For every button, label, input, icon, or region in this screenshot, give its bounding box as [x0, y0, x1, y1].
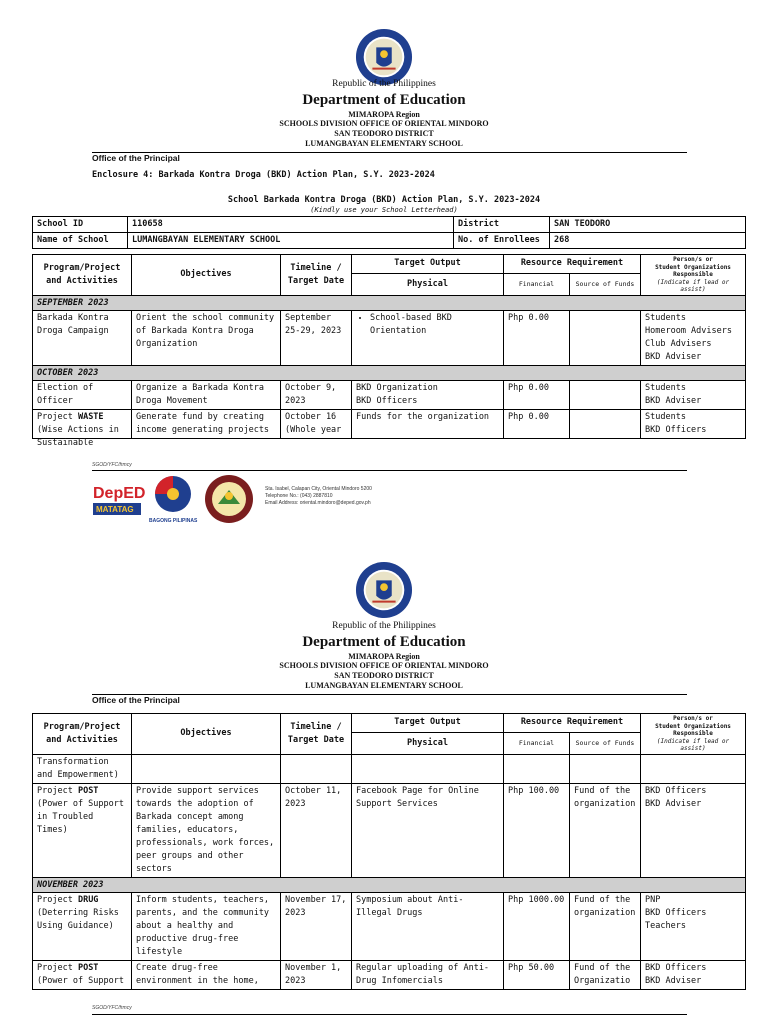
- republic-text: Republic of the Philippines: [332, 621, 436, 631]
- col-target-output: Target Output: [352, 255, 504, 274]
- col-timeline: Timeline / Target Date: [281, 714, 352, 755]
- person-item: Students: [645, 382, 686, 393]
- footer-code: SGOD/YFC/frmcy: [92, 1005, 132, 1011]
- division-text: SCHOOLS DIVISION OFFICE OF ORIENTAL MINDORO: [279, 119, 489, 128]
- col-objectives: Objectives: [132, 714, 281, 755]
- output-cell: Symposium about Anti-Illegal Drugs: [352, 892, 504, 960]
- school-text: LUMANGBAYAN ELEMENTARY SCHOOL: [305, 681, 463, 690]
- objective-cell: Orient the school community of Barkada Kontra Droga Organization: [132, 310, 281, 365]
- output-cell: [352, 754, 504, 783]
- table-row: [33, 960, 746, 989]
- table-row: [33, 783, 746, 877]
- program-name: POST: [77, 962, 99, 973]
- persons-cell: [641, 783, 746, 877]
- output-item: BKD Officers: [356, 395, 418, 406]
- table-row: [33, 409, 746, 438]
- footer-rule: [92, 1014, 687, 1015]
- plan-title: School Barkada Kontra Droga (BKD) Action Plan, S.Y. 2023-2024: [227, 195, 541, 205]
- program-name: WASTE: [77, 411, 104, 422]
- program-cell: [33, 892, 132, 960]
- school-name-value: LUMANGBAYAN ELEMENTARY SCHOOL: [128, 233, 454, 249]
- page-2: [0, 545, 768, 1024]
- person-item: Students: [645, 312, 686, 323]
- person-item: BKD Adviser: [645, 975, 702, 986]
- persons-cell: [641, 960, 746, 989]
- office-label: Office of the Principal: [92, 153, 180, 163]
- col-person-line3: Responsible: [673, 271, 713, 278]
- republic-text: Republic of the Philippines: [332, 79, 436, 89]
- district-text: SAN TEODORO DISTRICT: [334, 671, 434, 680]
- person-item: Teachers: [645, 920, 686, 931]
- program-name: DRUG: [77, 894, 99, 905]
- col-program: Program/Project and Activities: [33, 255, 132, 296]
- month-november: NOVEMBER 2023: [33, 877, 746, 892]
- output-cell: [352, 380, 504, 409]
- division-seal-icon: [204, 474, 254, 524]
- timeline-cell: September 25-29, 2023: [281, 310, 352, 365]
- col-resource: Resource Requirement: [504, 255, 641, 274]
- objective-cell: Create drug-free environment in the home,: [132, 960, 281, 989]
- deped-wordmark: DepED: [93, 485, 146, 502]
- output-cell: Funds for the organization: [352, 409, 504, 438]
- program-desc: (Wise Actions in Sustainable: [37, 424, 119, 448]
- action-plan-table-continued: [32, 713, 746, 990]
- footer-logos: [92, 474, 692, 524]
- source-cell: Fund of the organization: [570, 783, 641, 877]
- program-prefix: Project: [37, 411, 78, 422]
- col-person-line4: (Indicate if lead or assist): [656, 278, 730, 293]
- school-info-table: [32, 216, 746, 249]
- persons-cell: [641, 380, 746, 409]
- month-september: SEPTEMBER 2023: [33, 295, 746, 310]
- program-cell: [33, 960, 132, 989]
- objective-cell: Provide support services towards the adoption of Barkada concept among families, educators, professionals, work forces, peer groups and other sectors: [132, 783, 281, 877]
- col-source: Source of Funds: [570, 732, 641, 754]
- source-cell: Fund of the Organizatio: [570, 960, 641, 989]
- timeline-cell: [281, 754, 352, 783]
- person-item: BKD Adviser: [645, 351, 702, 362]
- office-label: Office of the Principal: [92, 695, 180, 705]
- source-cell: [570, 310, 641, 365]
- program-desc: (Deterring Risks Using Guidance): [37, 907, 119, 931]
- col-person: [641, 255, 746, 296]
- program-desc: (Power of Support: [37, 975, 124, 986]
- program-cell: [33, 783, 132, 877]
- table-row: [33, 892, 746, 960]
- deped-seal-icon: [355, 28, 413, 86]
- objective-cell: [132, 754, 281, 783]
- enrollees-label: No. of Enrollees: [454, 233, 550, 249]
- deped-matatag-logo-icon: [92, 476, 146, 520]
- region-text: MIMAROPA Region: [348, 110, 420, 119]
- col-target-output: Target Output: [352, 714, 504, 733]
- financial-cell: Php 50.00: [504, 960, 570, 989]
- timeline-cell: October 16 (Whole year: [281, 409, 352, 438]
- district-value: SAN TEODORO: [550, 217, 746, 233]
- school-text: LUMANGBAYAN ELEMENTARY SCHOOL: [305, 139, 463, 148]
- col-person-line3: Responsible: [673, 730, 713, 737]
- email-line: Email Address: oriental.mindoro@deped.gov.ph: [265, 500, 371, 506]
- col-source: Source of Funds: [570, 273, 641, 295]
- person-item: BKD Adviser: [645, 395, 702, 406]
- persons-cell: [641, 310, 746, 365]
- financial-cell: Php 0.00: [504, 310, 570, 365]
- enrollees-value: 268: [550, 233, 746, 249]
- timeline-cell: November 17, 2023: [281, 892, 352, 960]
- header-rule: [92, 152, 687, 153]
- col-person: [641, 714, 746, 755]
- footer-rule: [92, 470, 687, 471]
- person-item: PNP: [645, 894, 661, 905]
- program-prefix: Project: [37, 894, 78, 905]
- col-objectives: Objectives: [132, 255, 281, 296]
- program-name: POST: [77, 785, 99, 796]
- financial-cell: Php 0.00: [504, 380, 570, 409]
- program-cell: Transformation and Empowerment): [33, 754, 132, 783]
- objective-cell: Organize a Barkada Kontra Droga Movement: [132, 380, 281, 409]
- action-plan-table: [32, 254, 746, 448]
- deped-seal-icon: [355, 561, 413, 619]
- col-person-line1: Person/s or: [673, 715, 713, 722]
- district-text: SAN TEODORO DISTRICT: [334, 129, 434, 138]
- col-physical: Physical: [352, 273, 504, 295]
- district-label: District: [454, 217, 550, 233]
- col-financial: Financial: [504, 273, 570, 295]
- source-cell: [570, 754, 641, 783]
- month-october: OCTOBER 2023: [33, 365, 746, 380]
- person-item: BKD Officers: [645, 424, 707, 435]
- output-item: • School-based BKD Orientation: [370, 312, 499, 338]
- department-title: Department of Education: [302, 92, 466, 108]
- source-cell: [570, 409, 641, 438]
- person-item: BKD Officers: [645, 785, 707, 796]
- source-cell: [570, 380, 641, 409]
- enclosure-title: Enclosure 4: Barkada Kontra Droga (BKD) Action Plan, S.Y. 2023-2024: [92, 170, 435, 180]
- program-cell: Barkada Kontra Droga Campaign: [33, 310, 132, 365]
- bagong-pilipinas-text: BAGONG PILIPINAS: [149, 518, 198, 524]
- program-prefix: Project: [37, 785, 78, 796]
- matatag-wordmark: MATATAG: [96, 505, 134, 514]
- objective-cell: Inform students, teachers, parents, and the community about a healthy and productive drug-free lifestyle: [132, 892, 281, 960]
- persons-cell: [641, 754, 746, 783]
- objective-cell: Generate fund by creating income generating projects: [132, 409, 281, 438]
- division-text: SCHOOLS DIVISION OFFICE OF ORIENTAL MINDORO: [279, 661, 489, 670]
- col-program: Program/Project and Activities: [33, 714, 132, 755]
- school-id-value: 110658: [128, 217, 454, 233]
- program-desc: (Power of Support in Troubled Times): [37, 798, 124, 835]
- col-person-line2: Student Organizations: [655, 263, 731, 271]
- region-text: MIMAROPA Region: [348, 652, 420, 661]
- program-cell: Election of Officer: [33, 380, 132, 409]
- persons-cell: [641, 892, 746, 960]
- financial-cell: Php 0.00: [504, 409, 570, 438]
- person-item: BKD Adviser: [645, 798, 702, 809]
- financial-cell: [504, 754, 570, 783]
- output-item: BKD Organization: [356, 382, 438, 393]
- col-timeline: Timeline / Target Date: [281, 255, 352, 296]
- financial-cell: Php 100.00: [504, 783, 570, 877]
- persons-cell: [641, 409, 746, 438]
- timeline-cell: October 9, 2023: [281, 380, 352, 409]
- output-cell: Facebook Page for Online Support Services: [352, 783, 504, 877]
- table-row: [33, 310, 746, 365]
- person-item: Students: [645, 411, 686, 422]
- timeline-cell: October 11, 2023: [281, 783, 352, 877]
- footer-address: [265, 486, 372, 507]
- col-physical: Physical: [352, 732, 504, 754]
- telephone-line: Telephone No.: (043) 2887810: [265, 493, 333, 499]
- col-person-line2: Student Organizations: [655, 722, 731, 730]
- address-line: Sta. Isabel, Calapan City, Oriental Mindoro 5200: [265, 486, 372, 492]
- table-row: [33, 380, 746, 409]
- col-resource: Resource Requirement: [504, 714, 641, 733]
- output-cell: Regular uploading of Anti-Drug Infomercials: [352, 960, 504, 989]
- program-prefix: Project: [37, 962, 78, 973]
- timeline-cell: November 1, 2023: [281, 960, 352, 989]
- person-item: BKD Officers: [645, 962, 707, 973]
- person-item: Club Advisers: [645, 338, 712, 349]
- col-person-line1: Person/s or: [673, 256, 713, 263]
- program-cell: [33, 409, 132, 448]
- output-cell: [352, 310, 504, 365]
- source-cell: Fund of the organization: [570, 892, 641, 960]
- footer-code: SGOD/YFC/frmcy: [92, 462, 132, 468]
- table-row: [33, 754, 746, 783]
- bagong-pilipinas-logo-icon: [147, 474, 199, 524]
- person-item: BKD Officers: [645, 907, 707, 918]
- school-id-label: School ID: [33, 217, 128, 233]
- school-name-label: Name of School: [33, 233, 128, 249]
- col-financial: Financial: [504, 732, 570, 754]
- person-item: Homeroom Advisers: [645, 325, 732, 336]
- plan-note: (Kindly use your School Letterhead): [310, 206, 458, 214]
- header-rule: [92, 694, 687, 695]
- col-person-line4: (Indicate if lead or assist): [656, 737, 730, 752]
- department-title: Department of Education: [302, 634, 466, 650]
- financial-cell: Php 1000.00: [504, 892, 570, 960]
